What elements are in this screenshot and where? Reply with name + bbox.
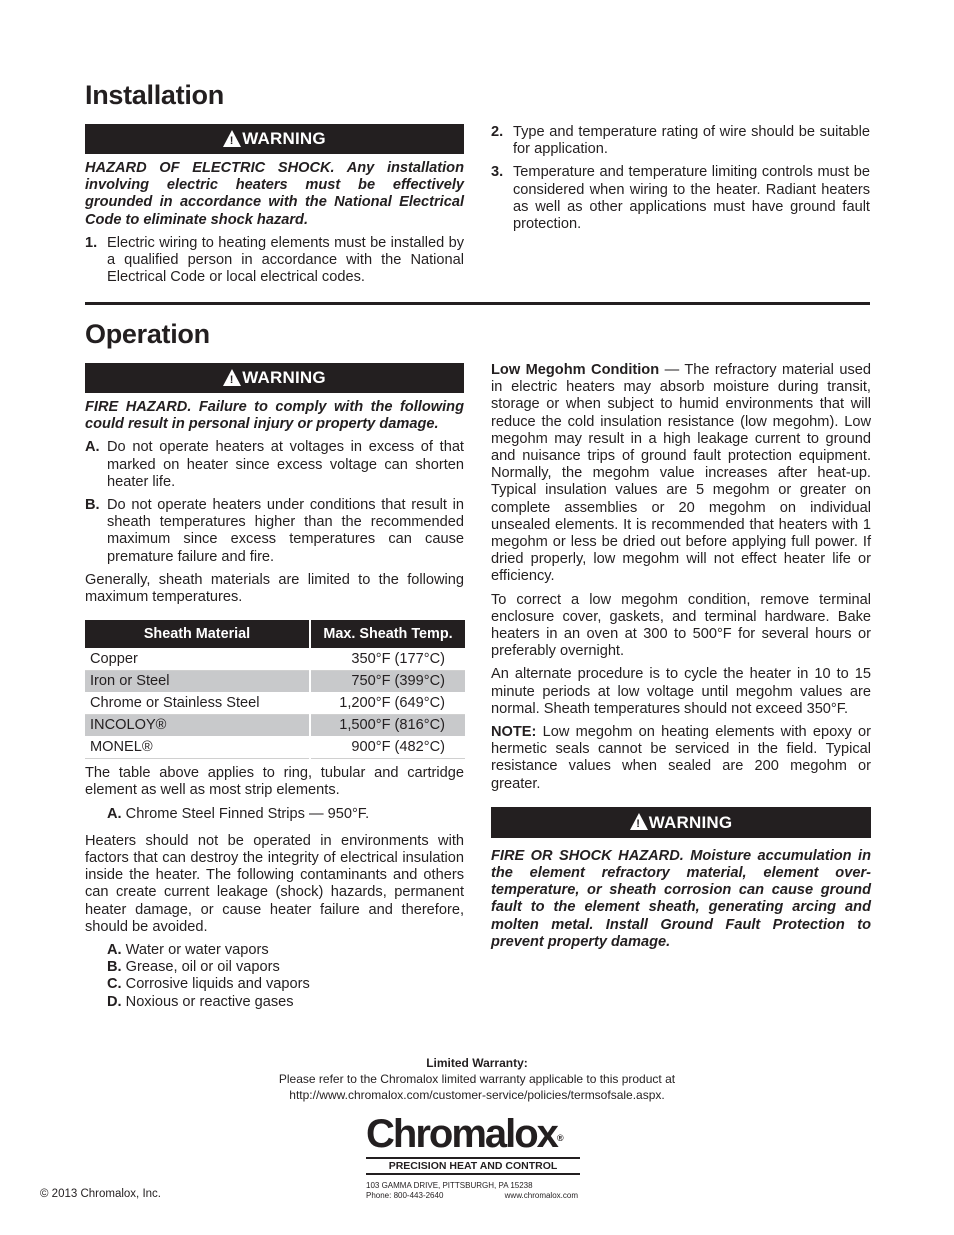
item-number: A.: [85, 439, 100, 456]
contact-line: [366, 1191, 578, 1201]
table-header-row: [85, 620, 465, 649]
list-item: [491, 164, 870, 233]
item-text: Electric wiring to heating elements must be installed by a qualified person in accordance with the National Electrical Code or local electrical codes.: [107, 234, 464, 286]
list-item: [107, 942, 464, 959]
operation-title: Operation: [85, 319, 210, 349]
material-cell: INCOLOY®: [85, 715, 310, 737]
logo-name: Chromalox: [366, 1112, 557, 1156]
item-number: B.: [85, 497, 100, 514]
item-number: B.: [107, 959, 122, 976]
fire-hazard-text: FIRE HAZARD. Failure to comply with the following could result in personal injury or property damage.: [85, 399, 464, 433]
list-item: [107, 994, 464, 1011]
table-note: The table above applies to ring, tubular and cartridge element as well as most strip elements.: [85, 765, 464, 799]
item-text: Type and temperature rating of wire should be suitable for application.: [513, 124, 870, 158]
item-text: Temperature and temperature limiting controls must be considered when wiring to the heater. Radiant heaters as well as other applications must have ground fault protection.: [513, 164, 870, 233]
warning-triangle-icon: [630, 813, 648, 830]
temp-cell: 350°F (177°C): [310, 649, 465, 671]
sheath-temperature-table: [85, 620, 465, 759]
low-megohm-paragraph: [491, 362, 871, 586]
warning-label: WARNING: [242, 129, 326, 149]
item-number: 2.: [491, 124, 504, 140]
low-megohm-text: — The refractory material used in electric heaters may absorb moisture during transit, storage or when subject to humid environments that will reduce the cold insulation resistance (low megohm). Low megohm may result in a high leakage current to ground and nuisance trips of ground fault protection equipment. Normally, the megohm value increases after heat-up. Typical insulation values are 5 megohm or greater on complete assemblies or 20 megohm on individual unsealed elements. It is recommended that heaters with 1 megohm or less be dried out before applying full power. If dried properly, low megohm will not effect heater life or efficiency.: [491, 362, 871, 585]
note-label: NOTE:: [491, 724, 537, 741]
fire-shock-hazard-text: FIRE OR SHOCK HAZARD. Moisture accumulation in the element refractory material, element over-temperature, or sheath corrosion can cause ground fault to the element sheath, generating arcing and molten metal. Install Ground Fault Protection to prevent property damage.: [491, 847, 871, 950]
website-link[interactable]: www.chromalox.com: [504, 1191, 578, 1200]
column-header: Max. Sheath Temp.: [310, 620, 465, 649]
item-text: Noxious or reactive gases: [125, 993, 294, 1010]
installation-left-column: [85, 124, 464, 292]
company-address: 103 GAMMA DRIVE, PITTSBURGH, PA 15238: [366, 1181, 533, 1190]
item-number: C.: [107, 976, 122, 993]
warning-banner: [85, 363, 464, 393]
sub-list-item: [107, 806, 464, 823]
logo-tagline: PRECISION HEAT AND CONTROL: [366, 1157, 580, 1175]
warranty-title: Limited Warranty:: [426, 1056, 528, 1070]
warning-label: WARNING: [242, 368, 326, 388]
copyright: © 2013 Chromalox, Inc.: [40, 1188, 161, 1200]
operation-left-column: [85, 363, 464, 1011]
item-number: A.: [107, 942, 122, 959]
table-row: [85, 715, 465, 737]
installation-right-column: [491, 124, 870, 239]
item-text: Grease, oil or oil vapors: [125, 959, 280, 976]
list-item: [85, 439, 464, 491]
table-row: [85, 671, 465, 693]
warranty-text: Please refer to the Chromalox limited warranty applicable to this product at: [278, 1072, 676, 1086]
note-paragraph: [491, 724, 871, 793]
low-megohm-title: Low Megohm Condition: [491, 362, 660, 378]
item-text: Water or water vapors: [125, 942, 269, 959]
phone-number: Phone: 800-443-2640: [366, 1191, 444, 1200]
list-item: [107, 976, 464, 993]
temp-cell: 1,200°F (649°C): [310, 693, 465, 715]
item-text: Do not operate heaters at voltages in excess of that marked on heater since excess voltage can shorten heater life.: [107, 439, 464, 490]
warning-triangle-icon: [223, 130, 241, 147]
operation-right-column: [491, 362, 871, 957]
warranty-url[interactable]: http://www.chromalox.com/customer-service/policies/termsofsale.aspx.: [289, 1088, 665, 1102]
installation-title: Installation: [85, 80, 224, 110]
warning-banner: [491, 807, 871, 838]
item-number: A.: [107, 805, 122, 822]
alternate-procedure-paragraph: An alternate procedure is to cycle the heater in 10 to 15 minute periods at low voltage until megohm values are normal. Sheath temperatures should not exceed 350°F.: [491, 666, 871, 717]
material-cell: Chrome or Stainless Steel: [85, 693, 310, 715]
note-text: Low megohm on heating elements with epoxy or hermetic seals cannot be serviced in the field. Typical resistance values when sealed are 200 megohm or greater.: [491, 724, 871, 792]
item-number: D.: [107, 993, 122, 1010]
temp-cell: 750°F (399°C): [310, 671, 465, 693]
table-row: [85, 649, 465, 671]
material-cell: MONEL®: [85, 737, 310, 759]
registered-mark: ®: [556, 1133, 564, 1143]
correct-megohm-paragraph: To correct a low megohm condition, remove terminal enclosure cover, gaskets, and terminal hardware. Bake heaters in an oven at 300 to 500°F for several hours or preferably overnight.: [491, 591, 871, 660]
electric-shock-hazard-text: HAZARD OF ELECTRIC SHOCK. Any installation involving electric heaters must be effectively grounded in accordance with the National Electrical Code to eliminate shock hazard.: [85, 160, 464, 228]
logo-wordmark: [366, 1114, 586, 1154]
temp-cell: 900°F (482°C): [310, 737, 465, 759]
warning-label: WARNING: [648, 812, 733, 832]
limited-warranty: [0, 1055, 954, 1103]
table-intro: Generally, sheath materials are limited to the following maximum temperatures.: [85, 571, 464, 606]
chromalox-logo: [366, 1114, 586, 1201]
table-row: [85, 693, 465, 715]
material-cell: Iron or Steel: [85, 671, 310, 693]
material-cell: Copper: [85, 649, 310, 671]
item-text: Do not operate heaters under conditions that result in sheath temperatures higher than the recommended maximum since excess temperatures can cause premature failure and fire.: [107, 497, 464, 565]
warning-banner: [85, 124, 464, 154]
item-number: 3.: [491, 164, 504, 181]
list-item: [491, 124, 870, 158]
item-text: Corrosive liquids and vapors: [125, 976, 310, 993]
section-divider: [85, 302, 870, 305]
item-number: 1.: [85, 234, 98, 251]
contaminant-intro: Heaters should not be operated in environments with factors that can destroy the integrity of electrical insulation inside the heater. The following contaminants and others can create current leakage (shock) hazards, permanent heater damage, or cause heater failure and therefore, should be avoided.: [85, 832, 464, 935]
list-item: [85, 497, 464, 566]
column-header: Sheath Material: [85, 620, 310, 649]
list-item: [107, 959, 464, 976]
temp-cell: 1,500°F (816°C): [310, 715, 465, 737]
contaminant-list: [85, 942, 464, 1011]
table-row: [85, 737, 465, 759]
list-item: [85, 235, 464, 287]
item-text: Chrome Steel Finned Strips — 950°F.: [125, 805, 370, 822]
warning-triangle-icon: [223, 369, 241, 386]
